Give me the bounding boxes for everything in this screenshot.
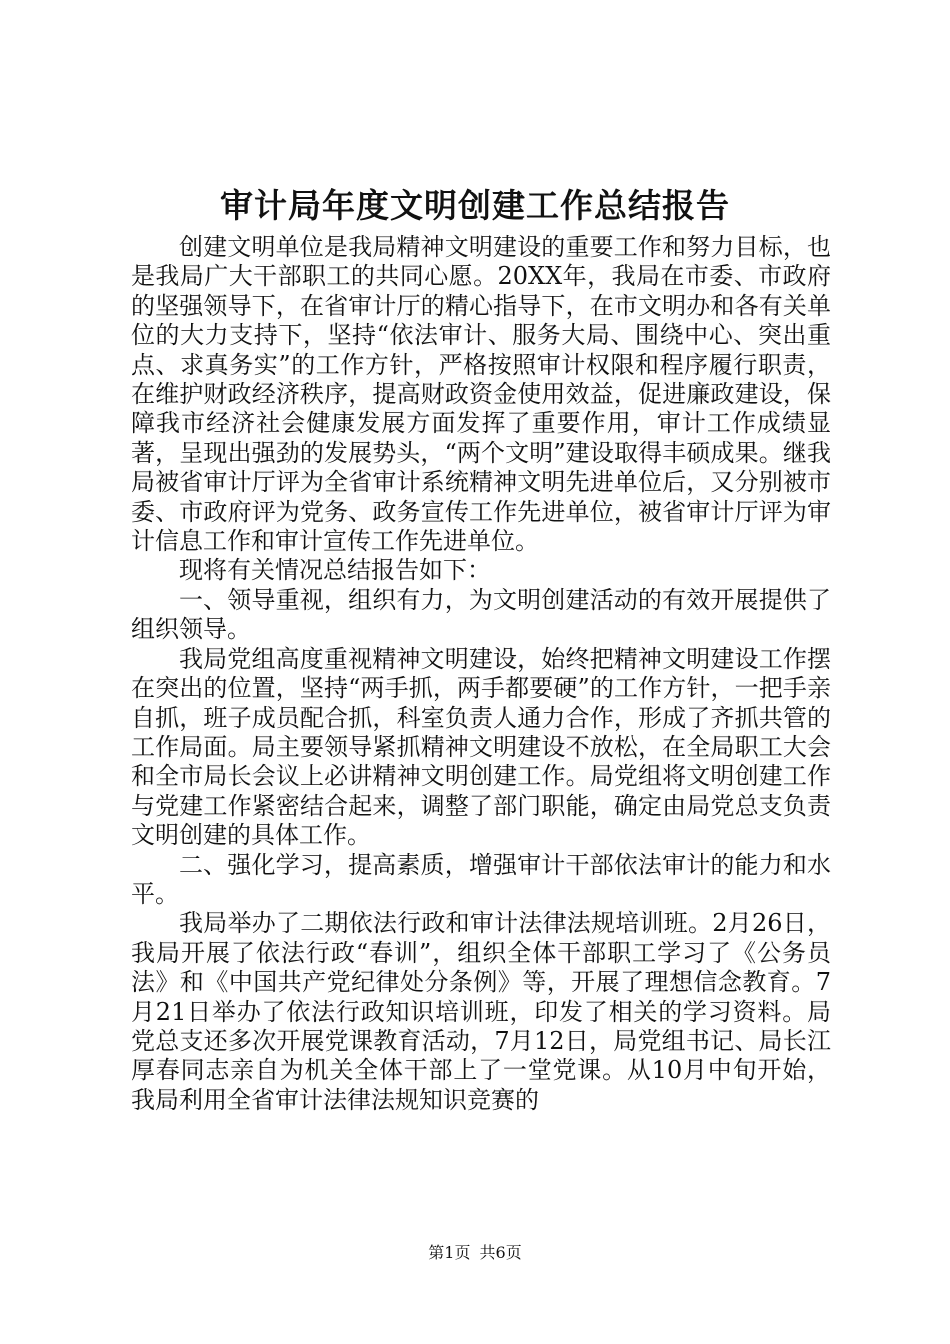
- page-number: 第1页: [428, 1243, 471, 1262]
- paragraph-section-1: 我局党组高度重视精神文明建设，始终把精神文明建设工作摆在突出的位置，坚持“两手抓，两手都要硬”的工作方针，一把手亲自抓，班子成员配合抓，科室负责人通力合作，形成了齐抓共管的工作局面。局主要领导紧抓精神文明建设不放松，在全局职工大会和全市局长会议上必讲精神文明创建工作。局党组将文明创建工作与党建工作紧密结合起来，调整了部门职能，确定由局党总支负责文明创建的具体工作。: [131, 644, 831, 850]
- paragraph-summary-lead: 现将有关情况总结报告如下：: [179, 556, 491, 585]
- page-footer: [0, 1243, 950, 1263]
- paragraph-intro: 创建文明单位是我局精神文明建设的重要工作和努力目标，也是我局广大干部职工的共同心愿。20XX年，我局在市委、市政府的坚强领导下，在省审计厅的精心指导下，在市文明办和各有关单位的大力支持下，坚持“依法审计、服务大局、围绕中心、突出重点、求真务实”的工作方针，严格按照审计权限和程序履行职责，在维护财政经济秩序，提高财政资金使用效益，促进廉政建设，保障我市经济社会健康发展方面发挥了重要作用，审计工作成绩显著，呈现出强劲的发展势头，“两个文明”建设取得丰硕成果。继我局被省审计厅评为全省审计系统精神文明先进单位后，又分别被市委、市政府评为党务、政务宣传工作先进单位，被省审计厅评为审计信息工作和审计宣传工作先进单位。: [131, 233, 831, 556]
- section-heading-1: 一、领导重视，组织有力，为文明创建活动的有效开展提供了组织领导。: [131, 585, 831, 644]
- section-heading-2: 二、强化学习，提高素质，增强审计干部依法审计的能力和水平。: [131, 850, 831, 908]
- document-title: 审计局年度文明创建工作总结报告: [220, 186, 730, 225]
- document-body: [131, 233, 831, 1115]
- page-total: 共6页: [479, 1243, 522, 1262]
- paragraph-section-2: 我局举办了二期依法行政和审计法律法规培训班。2月26日，我局开展了依法行政“春训”，组织全体干部职工学习了《公务员法》和《中国共产党纪律处分条例》等，开展了理想信念教育。7月21日举办了依法行政知识培训班，印发了相关的学习资料。局党总支还多次开展党课教育活动，7月12日，局党组书记、局长江厚春同志亲自为机关全体干部上了一堂党课。从10月中旬开始，我局利用全省审计法律法规知识竞赛的: [131, 909, 831, 1114]
